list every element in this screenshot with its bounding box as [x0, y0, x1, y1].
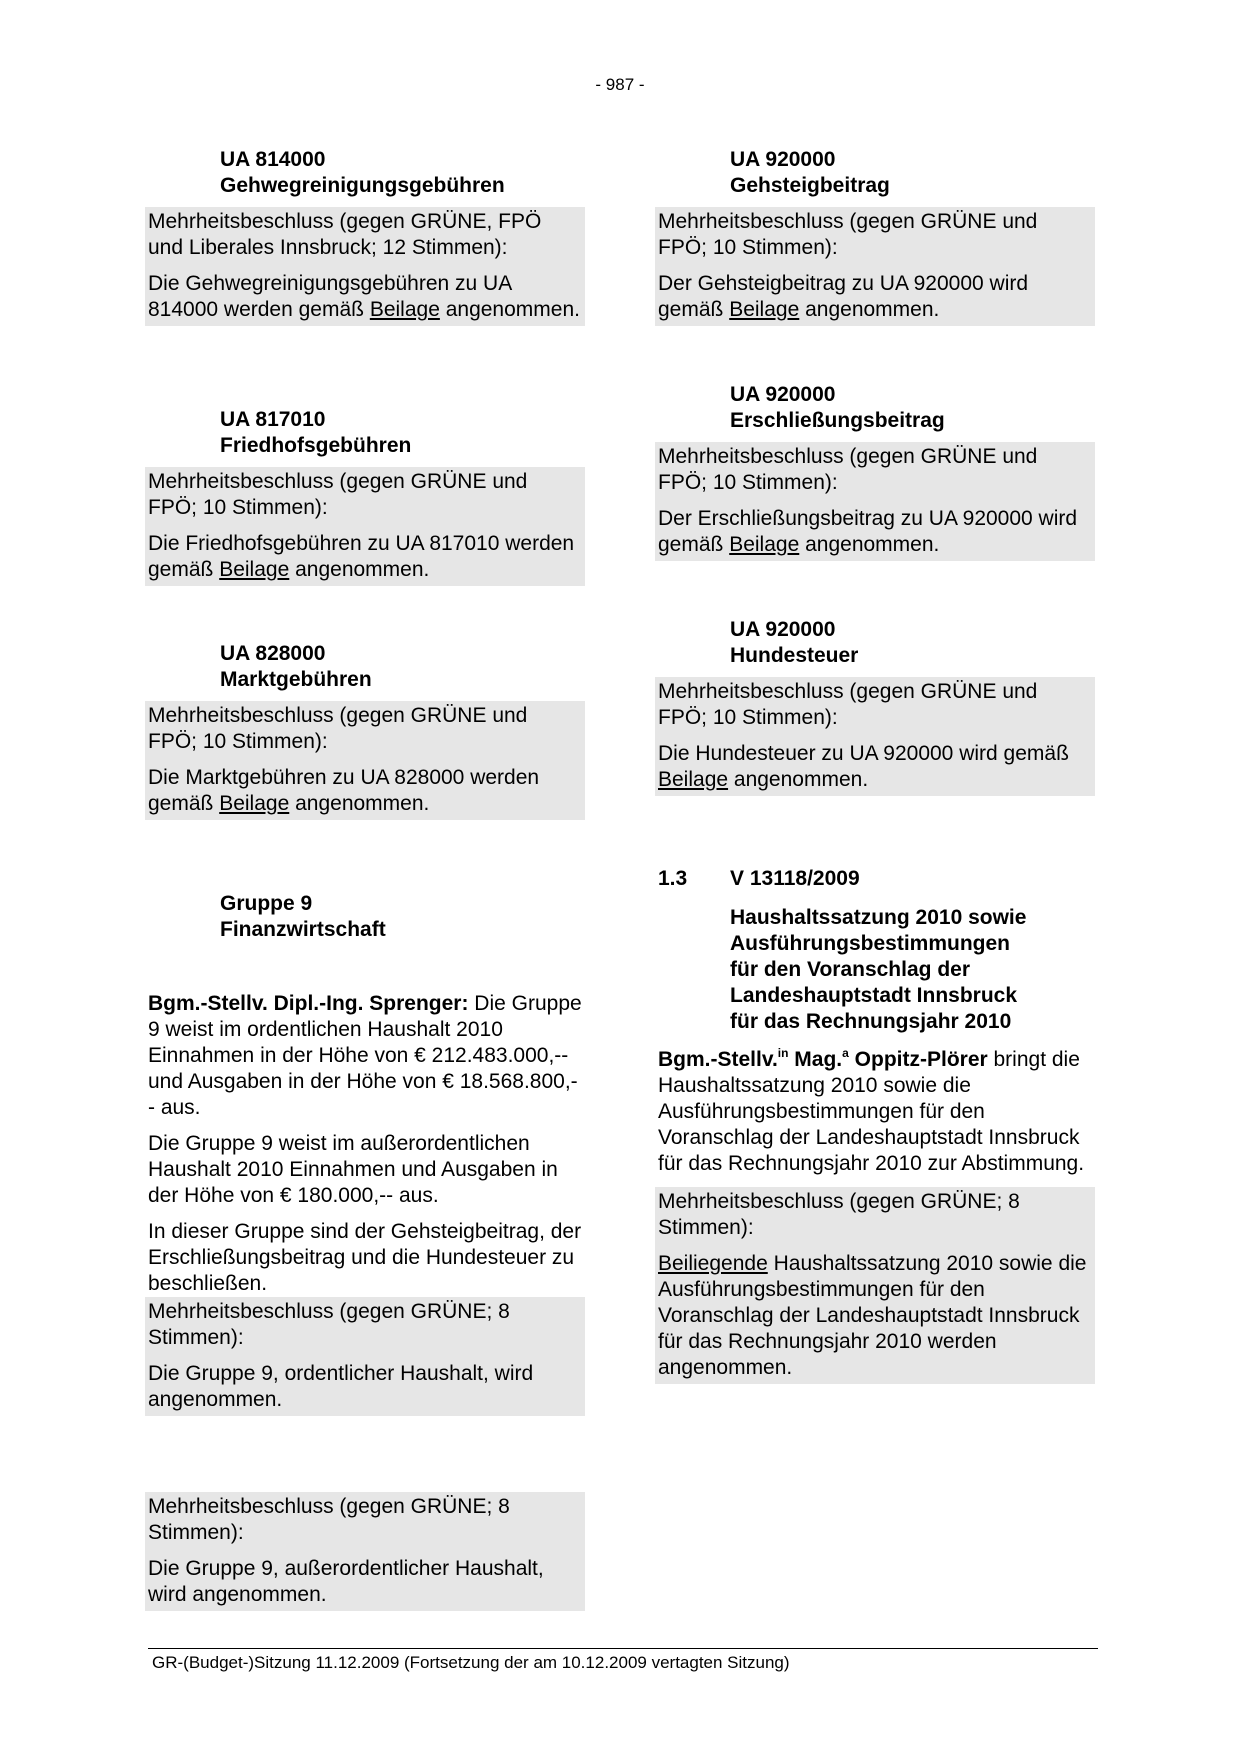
agenda-item-title: Haushaltssatzung 2010 sowie Ausführungsbestimmungen für den Voranschlag der Landeshauptstadt Innsbruck für das Rechnungsjahr 2010 [730, 906, 1027, 1033]
section-code: UA 817010 [220, 408, 326, 431]
section-title: Friedhofsgebühren [220, 434, 412, 457]
left-column [145, 641, 585, 820]
beilage-link[interactable]: Beilage [658, 768, 729, 791]
section-title: Erschließungsbeitrag [730, 409, 945, 432]
speech-paragraph: Bgm.-Stellv.$^{in}$ Mag.$^a$ Oppitz-Plörer bringt die Haushaltssatzung 2010 sowie die Ausführungsbestimmungen für den Voranschlag der Landeshauptstadt Innsbruck für das Rechnungsjahr 2010 zur Abstimmung. [658, 1046, 1085, 1175]
section-code: UA 828000 [220, 642, 326, 665]
page-number: - 987 - [595, 75, 645, 94]
resolution-text: Die Gruppe 9, ordentlicher Haushalt, wird angenommen. [148, 1362, 534, 1411]
beiliegende-link[interactable]: Beiliegende [658, 1252, 768, 1275]
resolution-text: Die Marktgebühren zu UA 828000 werden gemäß Beilage angenommen. [148, 766, 540, 815]
left-column [145, 147, 585, 326]
resolution-box [655, 442, 1095, 561]
section-title: Marktgebühren [220, 668, 372, 691]
section-heading [145, 641, 585, 693]
resolution-text: Beiliegende Haushaltssatzung 2010 sowie die Ausführungsbestimmungen für den Voranschlag der Landeshauptstadt Innsbruck für das Rechnungsjahr 2010 werden angenommen. [658, 1252, 1087, 1379]
resolution-text: Die Friedhofsgebühren zu UA 817010 werden gemäß Beilage angenommen. [148, 532, 575, 581]
section-heading [655, 617, 1095, 669]
resolution-box [145, 207, 585, 326]
right-column [655, 617, 1095, 796]
section-title: Gehsteigbeitrag [730, 174, 890, 197]
section-title: Gehwegreinigungsgebühren [220, 174, 505, 197]
right-column [655, 866, 1095, 1384]
beilage-link[interactable]: Beilage [729, 533, 800, 556]
beilage-link[interactable]: Beilage [369, 298, 440, 321]
section-code: UA 920000 [730, 148, 836, 171]
decision-text: Mehrheitsbeschluss (gegen GRÜNE; 8 Stimmen): [148, 1300, 510, 1349]
speaker: Bgm.-Stellv. Dipl.-Ing. Sprenger: [148, 992, 469, 1015]
resolution-box [655, 207, 1095, 326]
decision-text: Mehrheitsbeschluss (gegen GRÜNE, FPÖ und Liberales Innsbruck; 12 Stimmen): [148, 210, 542, 259]
resolution-text: Die Gruppe 9, außerordentlicher Haushalt, wird angenommen. [148, 1557, 544, 1606]
section-heading [655, 382, 1095, 434]
resolution-box [145, 1297, 585, 1416]
resolution-box [145, 467, 585, 586]
right-column [655, 147, 1095, 326]
footer-text: GR-(Budget-)Sitzung 11.12.2009 (Fortsetzung der am 10.12.2009 vertagten Sitzung) [152, 1653, 790, 1672]
decision-text: Mehrheitsbeschluss (gegen GRÜNE und FPÖ; 10 Stimmen): [148, 704, 528, 753]
resolution-text: Der Erschließungsbeitrag zu UA 920000 wird gemäß Beilage angenommen. [658, 507, 1078, 556]
resolution-box [655, 677, 1095, 796]
left-column [145, 891, 585, 1416]
section-code: UA 814000 [220, 148, 326, 171]
section-title: Hundesteuer [730, 644, 859, 667]
footer-divider [148, 1648, 1098, 1649]
left-column [145, 1492, 585, 1611]
agenda-item-code: V 13118/2009 [730, 867, 860, 890]
section-code: UA 920000 [730, 383, 836, 406]
decision-text: Mehrheitsbeschluss (gegen GRÜNE; 8 Stimmen): [148, 1495, 510, 1544]
resolution-box [145, 701, 585, 820]
section-heading [655, 147, 1095, 199]
resolution-text: Die Hundesteuer zu UA 920000 wird gemäß Beilage angenommen. [658, 742, 1069, 791]
decision-text: Mehrheitsbeschluss (gegen GRÜNE; 8 Stimmen): [658, 1190, 1020, 1239]
resolution-box [145, 1492, 585, 1611]
right-column [655, 382, 1095, 561]
group-code: Gruppe 9 [220, 892, 313, 915]
speech-paragraph: Bgm.-Stellv. Dipl.-Ing. Sprenger: Die Gruppe 9 weist im ordentlichen Haushalt 2010 Einnahmen in der Höhe von € 212.483.000,-- und Ausgaben in der Höhe von € 18.568.800,-- aus. [148, 992, 582, 1119]
group-heading [145, 891, 585, 943]
speech-paragraph: In dieser Gruppe sind der Gehsteigbeitrag, der Erschließungsbeitrag und die Hundesteuer zu beschließen. [148, 1220, 582, 1295]
section-code: UA 920000 [730, 618, 836, 641]
resolution-box [655, 1187, 1095, 1384]
decision-text: Mehrheitsbeschluss (gegen GRÜNE und FPÖ; 10 Stimmen): [658, 445, 1038, 494]
speaker: Bgm.-Stellv.$^{in}$ Mag.$^a$ Oppitz-Plörer [658, 1046, 988, 1071]
beilage-link[interactable]: Beilage [219, 792, 290, 815]
agenda-item-heading [655, 866, 1095, 892]
decision-text: Mehrheitsbeschluss (gegen GRÜNE und FPÖ; 10 Stimmen): [148, 470, 528, 519]
section-heading [145, 407, 585, 459]
speech-paragraph: Die Gruppe 9 weist im außerordentlichen Haushalt 2010 Einnahmen und Ausgaben in der Höhe von € 180.000,-- aus. [148, 1132, 558, 1207]
decision-text: Mehrheitsbeschluss (gegen GRÜNE und FPÖ; 10 Stimmen): [658, 210, 1038, 259]
left-column [145, 407, 585, 586]
resolution-text: Der Gehsteigbeitrag zu UA 920000 wird gemäß Beilage angenommen. [658, 272, 1029, 321]
speech-block [145, 991, 585, 1297]
beilage-link[interactable]: Beilage [219, 558, 290, 581]
resolution-text: Die Gehwegreinigungsgebühren zu UA 814000 werden gemäß Beilage angenommen. [148, 272, 580, 321]
section-heading [145, 147, 585, 199]
group-title: Finanzwirtschaft [220, 918, 386, 941]
decision-text: Mehrheitsbeschluss (gegen GRÜNE und FPÖ; 10 Stimmen): [658, 680, 1038, 729]
agenda-item-number: 1.3 [658, 867, 688, 890]
beilage-link[interactable]: Beilage [729, 298, 800, 321]
